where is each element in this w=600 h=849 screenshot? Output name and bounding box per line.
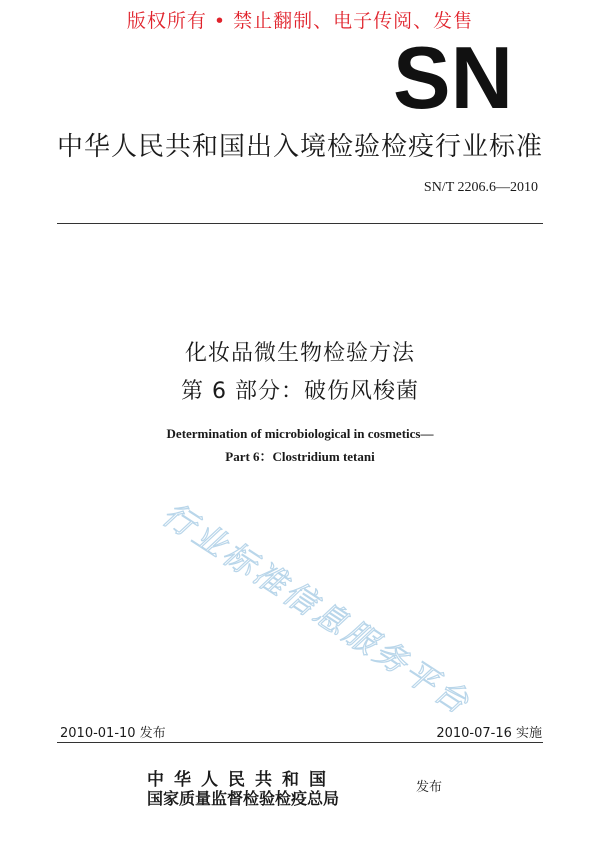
copyright-notice: 版权所有 • 禁止翻制、电子传阅、发售 <box>126 10 474 32</box>
issuer-line1: 中华人民共和国 <box>147 770 336 790</box>
chinese-title-line2: 第 6 部分：破伤风梭菌 <box>181 379 419 404</box>
header-divider <box>57 223 543 224</box>
sn-logo <box>392 40 514 114</box>
issue-word: 发布 <box>416 780 443 795</box>
english-title-line2: Part 6：Clostridium tetani <box>225 449 375 464</box>
sn-logo-text: SN <box>393 40 513 114</box>
issue-date: 2010-01-10 发布 <box>60 726 166 741</box>
english-title-line1: Determination of microbiological in cosmetics— <box>166 426 434 441</box>
standard-number: SN/T 2206.6—2010 <box>423 180 538 195</box>
footer-divider <box>57 742 543 743</box>
watermark-text: 行业标准信息服务平台 <box>155 494 479 723</box>
implement-date: 2010-07-16 实施 <box>436 726 542 741</box>
issuer-line2: 国家质量监督检验检疫总局 <box>147 789 340 808</box>
org-title: 中华人民共和国出入境检验检疫行业标准 <box>56 132 543 162</box>
chinese-title-line1: 化妆品微生物检验方法 <box>184 341 415 366</box>
